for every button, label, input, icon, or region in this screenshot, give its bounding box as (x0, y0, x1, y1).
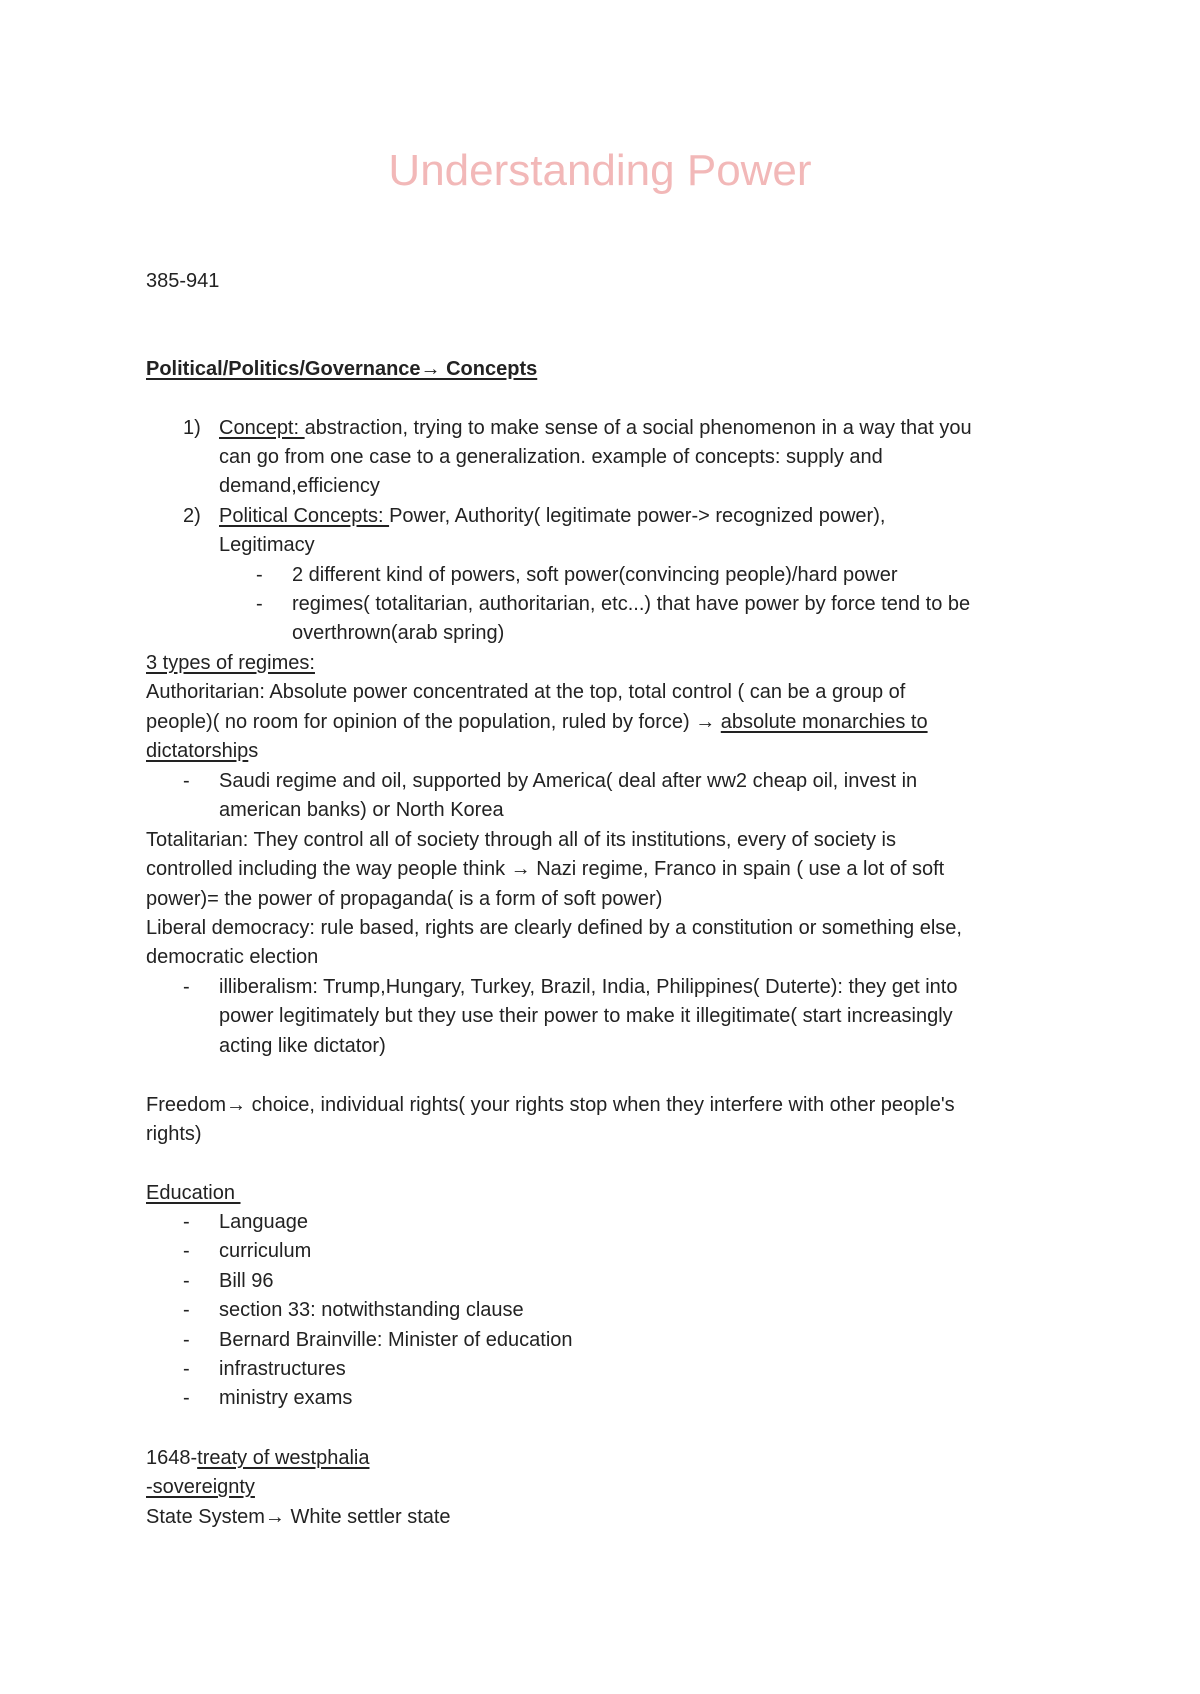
education-heading: Education (146, 1182, 241, 1204)
list-number: 2) (183, 505, 201, 527)
bullet-dash: - (183, 1299, 190, 1322)
bullet-item: Saudi regime and oil, supported by America( deal after ww2 cheap oil, invest in (219, 770, 918, 792)
underlined-text: absolute monarchies to (720, 711, 928, 733)
course-code: 385-941 (146, 270, 220, 292)
bullet-dash: - (183, 976, 190, 998)
bullet-item-line: acting like dictator) (219, 1035, 386, 1057)
concept-label: Concept: (219, 417, 305, 439)
bullet-dash: - (183, 1387, 190, 1410)
paragraph-line: democratic election (146, 946, 319, 968)
paragraph-line: Freedom→ choice, individual rights( your rights stop when they interfere with other people's (146, 1094, 955, 1116)
paragraph-line: rights) (146, 1123, 202, 1145)
page-title: Understanding Power (388, 146, 812, 195)
regimes-heading: 3 types of regimes: (146, 652, 315, 674)
paragraph-line (146, 708, 928, 736)
paragraph-line (146, 1444, 369, 1472)
bullet-item-line: american banks) or North Korea (219, 799, 504, 821)
education-item: Language (219, 1211, 308, 1233)
education-item: ministry exams (219, 1387, 353, 1410)
bullet-dash: - (183, 1358, 190, 1380)
sub-list-item: 2 different kind of powers, soft power(convincing people)/hard power (292, 564, 898, 586)
education-item: curriculum (219, 1240, 312, 1263)
bullet-dash: - (183, 1269, 190, 1292)
text-run: s (248, 740, 259, 762)
paragraph-line: Liberal democracy: rule based, rights are clearly defined by a constitution or something else, (146, 917, 962, 939)
education-item: Bernard Brainville: Minister of education (219, 1328, 573, 1351)
list-number: 1) (183, 417, 201, 439)
bullet-dash: - (256, 593, 263, 615)
bullet-dash: - (183, 1211, 190, 1233)
list-item-line: Legitimacy (219, 534, 315, 556)
paragraph-line: Authoritarian: Absolute power concentrated at the top, total control ( can be a group of (146, 681, 906, 703)
political-concepts-label: Political Concepts: (219, 505, 390, 527)
bullet-item-line: power legitimately but they use their power to make it illegitimate( start increasingly (219, 1005, 953, 1027)
list-item-line: demand,efficiency (219, 475, 380, 497)
text-run: 1648- (146, 1447, 198, 1469)
bullet-dash: - (183, 1240, 190, 1263)
concept-text: abstraction, trying to make sense of a social phenomenon in a way that you (304, 417, 972, 439)
education-item: Bill 96 (219, 1269, 274, 1292)
sovereignty-line: -sovereignty (146, 1476, 255, 1498)
text-run: people)( no room for opinion of the population, ruled by force) → (146, 711, 721, 733)
underlined-text: dictatorship (146, 740, 249, 762)
paragraph-line (146, 737, 258, 765)
list-item-line: can go from one case to a generalization. example of concepts: supply and (219, 446, 883, 468)
bullet-dash: - (183, 1328, 190, 1351)
sub-list-item: regimes( totalitarian, authoritarian, etc...) that have power by force tend to be (292, 593, 971, 615)
section-heading: Political/Politics/Governance→ Concepts (146, 358, 538, 380)
education-item: infrastructures (219, 1358, 346, 1380)
bullet-dash: - (256, 564, 263, 586)
underlined-text: treaty of westphalia (197, 1447, 370, 1469)
paragraph-line: power)= the power of propaganda( is a form of soft power) (146, 888, 663, 910)
bullet-dash: - (183, 770, 190, 792)
sub-list-item-line: overthrown(arab spring) (292, 622, 505, 644)
bullet-item: illiberalism: Trump,Hungary, Turkey, Brazil, India, Philippines( Duterte): they get into (219, 976, 958, 998)
paragraph-line: controlled including the way people think → Nazi regime, Franco in spain ( use a lot of soft (146, 858, 945, 880)
list-item (219, 414, 972, 442)
list-item (219, 502, 885, 530)
paragraph-line: Totalitarian: They control all of society through all of its institutions, every of society is (146, 829, 896, 851)
political-concepts-text: Power, Authority( legitimate power-> recognized power), (389, 505, 886, 527)
education-item: section 33: notwithstanding clause (219, 1299, 524, 1322)
paragraph-line: State System→ White settler state (146, 1506, 451, 1528)
